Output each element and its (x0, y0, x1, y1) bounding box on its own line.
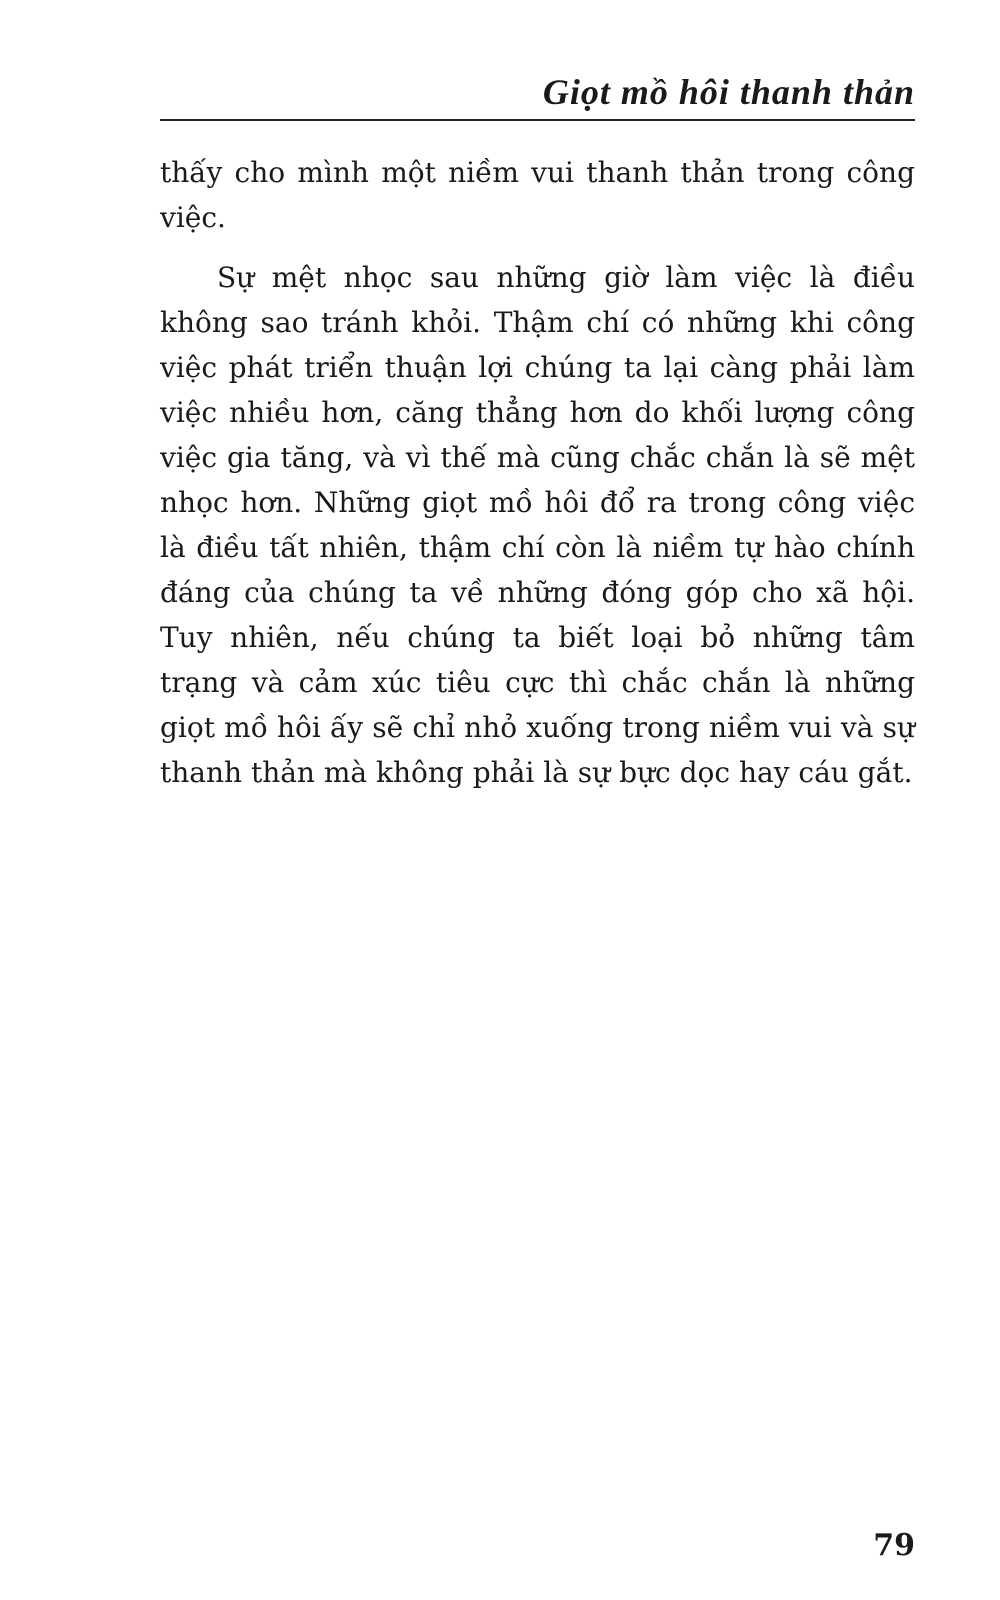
paragraph-continued: thấy cho mình một niềm vui thanh thản trong công việc. (160, 156, 915, 234)
paragraph: Sự mệt nhọc sau những giờ làm việc là điều không sao tránh khỏi. Thậm chí có những khi công việc phát triển thuận lợi chúng ta lại càng phải làm việc nhiều hơn, căng thẳng hơn do khối lượng công việc gia tăng, và vì thế mà cũng chắc chắn là sẽ mệt nhọc hơn. Những giọt mồ hôi đổ ra trong công việc là điều tất nhiên, thậm chí còn là niềm tự hào chính đáng của chúng ta về những đóng góp cho xã hội. Tuy nhiên, nếu chúng ta biết loại bỏ những tâm trạng và cảm xúc tiêu cực thì chắc chắn là những giọt mồ hôi ấy sẽ chỉ nhỏ xuống trong niềm vui và sự thanh thản mà không phải là sự bực dọc hay cáu gắt. (160, 261, 915, 789)
body-text (160, 150, 915, 795)
page-number: 79 (873, 1528, 915, 1563)
header-divider (160, 119, 915, 121)
running-header-title: Giọt mồ hôi thanh thản (542, 72, 915, 112)
